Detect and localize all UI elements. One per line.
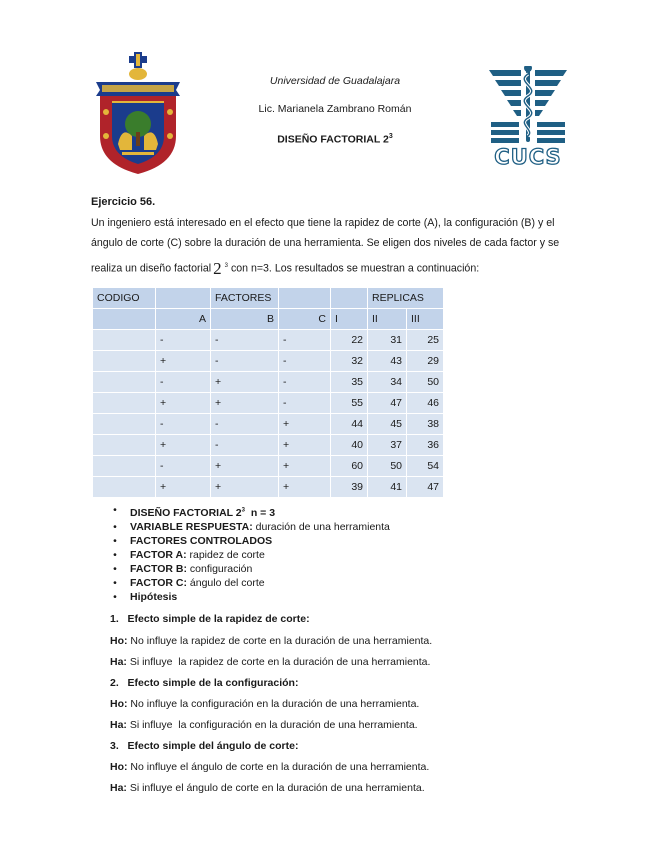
ha-text: Si influye el ángulo de corte en la duración de una herramienta. [126,782,425,794]
bullet-bold-tail: n = 3 [244,506,276,519]
hypothesis-ho-3 [110,761,429,773]
table-row [93,351,443,371]
hypothesis-heading-3: 3. Efecto simple del ángulo de corte: [110,740,299,752]
replica-3-cell: 46 [407,393,443,413]
ho-label: Ho: [110,635,128,647]
replica-1-cell: 32 [331,351,367,371]
factor-a-cell: + [156,393,210,413]
factor-b-cell: - [211,435,278,455]
factor-b-cell: - [211,351,278,371]
table-row [93,414,443,434]
cucs-logo [487,66,569,170]
hypothesis-ha-2 [110,719,418,731]
bullet-icon: • [113,590,117,603]
exercise-text-line-3 [91,259,581,276]
title-exponent: 3 [388,133,393,140]
ho-text: No influye el ángulo de corte en la duración de una herramienta. [127,761,430,773]
factor-a-cell: + [156,435,210,455]
hypothesis-ha-3 [110,782,425,794]
list-item [110,562,390,576]
factor-a-cell: - [156,456,210,476]
subheader-replica-3: III [407,309,443,329]
replica-3-cell: 47 [407,477,443,497]
replica-1-cell: 55 [331,393,367,413]
replica-2-cell: 43 [368,351,406,371]
table-subheader-row [93,309,443,329]
document-title [200,133,470,146]
table-row [93,435,443,455]
ho-label: Ho: [110,761,128,773]
list-item [110,590,390,604]
factor-a-cell: - [156,414,210,434]
codigo-cell [93,414,155,434]
bullet-bold: Hipótesis [130,590,178,603]
codigo-cell [93,456,155,476]
replica-2-cell: 41 [368,477,406,497]
list-item [110,576,390,590]
exercise-design-exponent: 3 [224,263,228,269]
bullet-icon: • [113,534,117,547]
replica-2-cell: 50 [368,456,406,476]
bullet-exponent: 3 [241,507,245,513]
ho-text: No influye la configuración en la duración de una herramienta. [127,698,420,710]
factor-c-cell: - [279,330,330,350]
header-codigo: CODIGO [93,288,155,308]
subheader-a: A [156,309,210,329]
exercise-line3-post: con n=3. Los resultados se muestran a continuación: [230,262,480,275]
hypothesis-heading-2: 2. Efecto simple de la configuración: [110,677,299,689]
hypothesis-heading-1: 1. Efecto simple de la rapidez de corte: [110,613,310,625]
header-blank [156,288,210,308]
udg-seal-graphic [92,52,184,176]
bullet-bold: FACTOR B: [130,562,187,575]
replica-3-cell: 38 [407,414,443,434]
exercise-line3-pre: realiza un diseño factorial [91,262,212,275]
bullet-text: ángulo del corte [186,576,265,589]
replica-1-cell: 60 [331,456,367,476]
factor-b-cell: + [211,456,278,476]
replica-1-cell: 44 [331,414,367,434]
bullet-text: duración de una herramienta [252,520,390,533]
replica-2-cell: 31 [368,330,406,350]
bullet-bold: FACTOR C: [130,576,187,589]
list-item [110,534,390,548]
factor-a-cell: + [156,351,210,371]
ha-label: Ha: [110,782,127,794]
replica-3-cell: 36 [407,435,443,455]
codigo-cell [93,351,155,371]
hypothesis-ho-1 [110,635,432,647]
factor-a-cell: - [156,372,210,392]
udg-seal-logo [92,52,184,176]
replica-3-cell: 50 [407,372,443,392]
subheader-b: B [211,309,278,329]
hypothesis-ha-1 [110,656,430,668]
exercise-text-line-1: Un ingeniero está interesado en el efecto que tiene la rapidez de corte (A), la configuración (B) y el [91,217,555,229]
factor-c-cell: + [279,435,330,455]
bullet-bold: FACTORES CONTROLADOS [130,534,273,547]
replica-1-cell: 40 [331,435,367,455]
header-blank [279,288,330,308]
exercise-text-line-2: ángulo de corte (C) sobre la duración de una herramienta. Se eligen dos niveles de cada factor y se [91,237,560,249]
subheader-replica-2: II [368,309,406,329]
bullet-icon: • [113,548,117,561]
bullet-bold [130,507,275,519]
bullet-icon: • [113,576,117,589]
factor-b-cell: + [211,477,278,497]
bullet-bold: FACTOR A: [130,548,187,561]
table-row [93,330,443,350]
header-factores: FACTORES [211,288,278,308]
list-item [110,503,390,520]
title-base: DISEÑO FACTORIAL 2 [277,133,389,146]
codigo-cell [93,477,155,497]
replica-3-cell: 29 [407,351,443,371]
replica-2-cell: 47 [368,393,406,413]
codigo-cell [93,372,155,392]
exercise-design-base: 2 [213,258,222,278]
ha-text: Si influye la rapidez de corte en la duración de una herramienta. [126,656,431,668]
replica-1-cell: 22 [331,330,367,350]
subheader-c: C [279,309,330,329]
institution-name: Universidad de Guadalajara [269,75,401,87]
table-row [93,456,443,476]
bullet-icon: • [113,562,117,575]
bullet-icon: • [113,520,117,533]
replica-1-cell: 35 [331,372,367,392]
header-replicas: REPLICAS [368,288,443,308]
ha-label: Ha: [110,656,127,668]
ha-label: Ha: [110,719,127,731]
bullet-icon: • [113,504,117,516]
factor-c-cell: + [279,456,330,476]
bullet-bold-text: DISEÑO FACTORIAL 2 [130,506,242,519]
codigo-cell [93,435,155,455]
table-row [93,393,443,413]
factor-c-cell: - [279,393,330,413]
hypothesis-ho-2 [110,698,419,710]
table-header-row [93,288,443,308]
factor-c-cell: + [279,477,330,497]
replica-1-cell: 39 [331,477,367,497]
bullet-text: configuración [186,562,253,575]
subheader-replica-1: I [331,309,367,329]
codigo-cell [93,330,155,350]
replica-2-cell: 45 [368,414,406,434]
factor-c-cell: - [279,372,330,392]
bullet-bold: VARIABLE RESPUESTA: [130,520,253,533]
codigo-cell [93,393,155,413]
replica-3-cell: 54 [407,456,443,476]
summary-bullet-list [110,503,390,604]
factor-b-cell: + [211,372,278,392]
ha-text: Si influye la configuración en la duración de una herramienta. [126,719,418,731]
exercise-number: Ejercicio 56. [91,196,156,208]
ho-text: No influye la rapidez de corte en la duración de una herramienta. [127,635,433,647]
factor-b-cell: - [211,330,278,350]
factor-c-cell: - [279,351,330,371]
list-item [110,520,390,534]
table-row [93,372,443,392]
factorial-data-table [92,287,444,498]
ho-label: Ho: [110,698,128,710]
factor-b-cell: + [211,393,278,413]
header-blank [331,288,367,308]
cucs-logo-text: CUCS [494,145,562,169]
factor-a-cell: + [156,477,210,497]
bullet-text: rapidez de corte [186,548,265,561]
subheader-blank [93,309,155,329]
table-row [93,477,443,497]
list-item [110,548,390,562]
factor-b-cell: - [211,414,278,434]
replica-3-cell: 25 [407,330,443,350]
replica-2-cell: 37 [368,435,406,455]
author-name: Lic. Marianela Zambrano Román [258,103,412,115]
replica-2-cell: 34 [368,372,406,392]
factor-a-cell: - [156,330,210,350]
factor-c-cell: + [279,414,330,434]
